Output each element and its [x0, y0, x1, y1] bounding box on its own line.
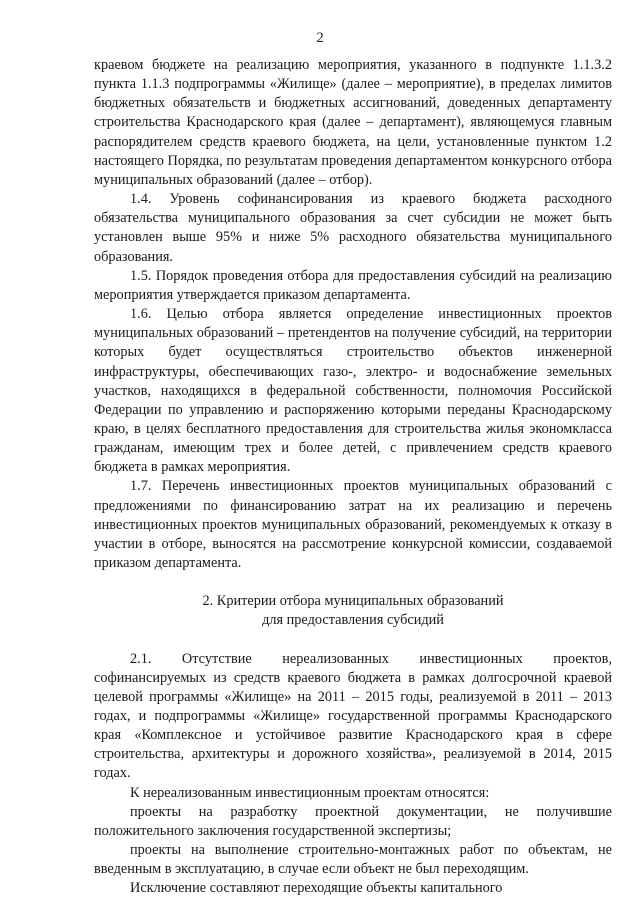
spacer [94, 573, 612, 592]
paragraph-1-6: 1.6. Целью отбора является определение инвестиционных проектов муниципальных образований – претендентов на получение субсидий, на территории которых будет осуществляться строительство объектов инженерной инфраструктуры, обеспечивающих газо-, электро- и водоснабжение земельных участков, находящихся в федеральной собственности, полномочия Российской Федерации по управлению и распоряжению которыми переданы Краснодарскому краю, в целях бесплатного предоставления для строительства жилья экономкласса гражданам, имеющим трех и более детей, с привлечением средств краевого бюджета в рамках мероприятия. [94, 306, 612, 476]
paragraph-projects-construction: проекты на выполнение строительно-монтажных работ по объектам, не введенным в эксплуатацию, в случае если объект не был переходящим. [94, 842, 612, 878]
paragraph-2-1: 2.1. Отсутствие нереализованных инвестиционных проектов, софинансируемых из средств краевого бюджета в рамках долгосрочной краевой целевой программы «Жилище» на 2011 – 2015 годы, реализуемой в 2011 – 2013 годах, и подпрограммы «Жилище» государственной программы Краснодарского края «Комплексное и устойчивое развитие Краснодарского края в сфере строительства, архитектуры и дорожного хозяйства», реализуемой в 2014, 2015 годах. [94, 650, 612, 782]
paragraph-continuation: краевом бюджете на реализацию мероприятия, указанного в подпункте 1.1.3.2 пункта 1.1.3 подпрограммы «Жилище» (далее – мероприятие), в пределах лимитов бюджетных обязательств и бюджетных ассигнований, доведенных департаменту строительства Краснодарского края (далее – департамент), являющемуся главным распорядителем средств краевого бюджета, на цели, установленные пунктом 1.2 настоящего Порядка, по результатам проведения департаментом конкурсного отбора муниципальных образований (далее – отбор). [94, 57, 612, 188]
paragraph-unrealized-intro: К нереализованным инвестиционным проектам относятся: [130, 784, 490, 801]
paragraph-projects-design: проекты на разработку проектной документации, не получившие положительного заключения государственной экспертизы; [94, 803, 612, 839]
paragraph-1-7: 1.7. Перечень инвестиционных проектов муниципальных образований с предложениями по финансированию затрат на их реализацию и перечень инвестиционных проектов муниципальных образований, рекомендуемых к отказу в участии в отборе, выносятся на рассмотрение конкурсной комиссии, создаваемой приказом департамента. [94, 478, 612, 572]
document-body [94, 56, 612, 899]
spacer [94, 631, 612, 650]
paragraph-1-4: 1.4. Уровень софинансирования из краевого бюджета расходного обязательства муниципального образования за счет субсидии не может быть установлен выше 95% и ниже 5% расходного обязательства муниципального образования. [94, 191, 612, 265]
paragraph-1-5: 1.5. Порядок проведения отбора для предоставления субсидий на реализацию мероприятия утверждается приказом департамента. [94, 267, 612, 303]
paragraph-exception: Исключение составляют переходящие объекты капитального [130, 880, 503, 897]
page-number: 2 [316, 30, 324, 46]
section-heading-line-2: для предоставления субсидий [262, 612, 444, 629]
section-heading-line-1: 2. Критерии отбора муниципальных образований [202, 593, 504, 610]
